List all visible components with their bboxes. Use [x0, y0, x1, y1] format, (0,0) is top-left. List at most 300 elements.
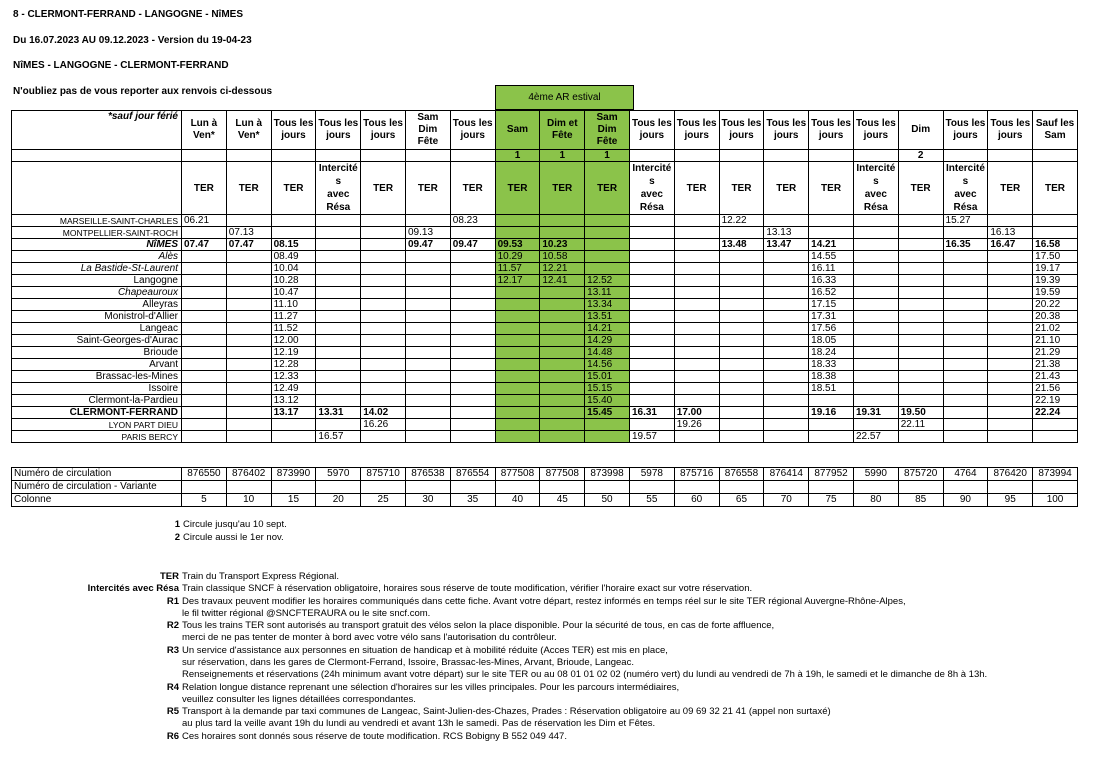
departure-time: 14.29: [585, 335, 630, 347]
departure-time: [988, 359, 1033, 371]
departure-time: [764, 335, 809, 347]
departure-time: [629, 419, 674, 431]
column-days: Tous les jours: [764, 111, 809, 150]
departure-time: 15.40: [585, 395, 630, 407]
column-days: Lun à Ven*: [226, 111, 271, 150]
footer-value: 55: [629, 494, 674, 507]
departure-time: [271, 227, 316, 239]
departure-time: [226, 311, 271, 323]
departure-time: [943, 251, 988, 263]
column-note: [809, 150, 854, 162]
departure-time: [988, 395, 1033, 407]
departure-time: [853, 275, 898, 287]
column-note: [719, 150, 764, 162]
departure-time: [943, 383, 988, 395]
legend-text: sur réservation, dans les gares de Clermont-Ferrand, Issoire, Brassac-les-Mines, Arvant, Brioude, Langeac.: [182, 656, 634, 668]
departure-time: [719, 371, 764, 383]
departure-time: [764, 299, 809, 311]
departure-time: [898, 335, 943, 347]
departure-time: 22.19: [1033, 395, 1078, 407]
footer-value: [988, 481, 1033, 494]
station-row: [12, 407, 1078, 419]
departure-time: [316, 239, 361, 251]
station-name: LYON PART DIEU: [12, 419, 182, 431]
station-name: Saint-Georges-d'Aurac: [12, 335, 182, 347]
departure-time: 16.47: [988, 239, 1033, 251]
column-note: [182, 150, 227, 162]
departure-time: 12.00: [271, 335, 316, 347]
departure-time: [898, 371, 943, 383]
legend-entry: [166, 681, 680, 706]
departure-time: [182, 395, 227, 407]
departure-time: [988, 299, 1033, 311]
legend-entry: [87, 583, 753, 595]
column-days: Tous les jours: [361, 111, 406, 150]
notes-row: [12, 150, 1078, 162]
column-note: [674, 150, 719, 162]
station-row: [12, 227, 1078, 239]
station-row: [12, 431, 1078, 443]
departure-time: [316, 275, 361, 287]
column-note: [853, 150, 898, 162]
departure-time: 19.39: [1033, 275, 1078, 287]
departure-time: 12.21: [540, 263, 585, 275]
departure-time: [361, 347, 406, 359]
departure-time: [361, 299, 406, 311]
column-note: [764, 150, 809, 162]
departure-time: [853, 347, 898, 359]
departure-time: 13.51: [585, 311, 630, 323]
departure-time: 16.11: [809, 263, 854, 275]
column-note: 2: [898, 150, 943, 162]
departure-time: [898, 227, 943, 239]
train-type: TER: [361, 162, 406, 215]
column-days: Dim et Fête: [540, 111, 585, 150]
train-numbers-table: [11, 467, 1078, 507]
footer-value: 35: [450, 494, 495, 507]
departure-time: 13.11: [585, 287, 630, 299]
departure-time: 15.15: [585, 383, 630, 395]
legend-text: Renseignements et réservations (24h minimum avant votre départ) sur le site TER ou au 08 01 01 02 02 (numéro vert) du lundi au vendredi de 7h à 19h, le samedi et le dimanche de 8h à 13h.: [182, 668, 988, 680]
column-days: Tous les jours: [853, 111, 898, 150]
departure-time: [1033, 419, 1078, 431]
departure-time: [674, 359, 719, 371]
column-days: Tous les jours: [450, 111, 495, 150]
departure-time: [540, 287, 585, 299]
footer-value: [405, 481, 450, 494]
legend-key: R6: [166, 730, 179, 742]
departure-time: [405, 311, 450, 323]
departure-time: [405, 323, 450, 335]
departure-time: [898, 383, 943, 395]
footer-value: 5990: [853, 468, 898, 481]
departure-time: 15.01: [585, 371, 630, 383]
departure-time: 21.02: [1033, 323, 1078, 335]
departure-time: [540, 431, 585, 443]
departure-time: [943, 347, 988, 359]
footer-value: 875710: [361, 468, 406, 481]
column-days: Tous les jours: [809, 111, 854, 150]
footer-value: [674, 481, 719, 494]
departure-time: [495, 215, 540, 227]
footer-value: 876420: [988, 468, 1033, 481]
station-name: Langeac: [12, 323, 182, 335]
departure-time: 21.43: [1033, 371, 1078, 383]
departure-time: [853, 311, 898, 323]
departure-time: 12.19: [271, 347, 316, 359]
departure-time: [853, 287, 898, 299]
note-2: 2 Circule aussi le 1er nov.: [174, 532, 284, 543]
train-type: TER: [495, 162, 540, 215]
train-type: TER: [898, 162, 943, 215]
departure-time: [853, 251, 898, 263]
column-note: 1: [585, 150, 630, 162]
departure-time: [540, 359, 585, 371]
footer-value: [629, 481, 674, 494]
departure-time: [540, 419, 585, 431]
departure-time: [853, 323, 898, 335]
train-type: TER: [988, 162, 1033, 215]
footer-value: 5970: [316, 468, 361, 481]
departure-time: 09.13: [405, 227, 450, 239]
departure-time: 16.57: [316, 431, 361, 443]
column-note: [271, 150, 316, 162]
departure-time: 16.13: [988, 227, 1033, 239]
footer-value: [853, 481, 898, 494]
departure-time: [988, 431, 1033, 443]
departure-time: [182, 335, 227, 347]
departure-time: [316, 227, 361, 239]
departure-time: [629, 335, 674, 347]
departure-time: 19.50: [898, 407, 943, 419]
footer-value: 45: [540, 494, 585, 507]
departure-time: [988, 335, 1033, 347]
departure-time: [629, 371, 674, 383]
note-1: 1 Circule jusqu'au 10 sept.: [174, 519, 287, 530]
departure-time: [316, 287, 361, 299]
footer-value: [1033, 481, 1078, 494]
departure-time: [809, 431, 854, 443]
departure-time: [719, 227, 764, 239]
departure-time: 19.26: [674, 419, 719, 431]
station-row: [12, 347, 1078, 359]
train-type: TER: [226, 162, 271, 215]
departure-time: [361, 359, 406, 371]
departure-time: [943, 407, 988, 419]
departure-time: [540, 371, 585, 383]
column-days: Tous les jours: [674, 111, 719, 150]
departure-time: [943, 371, 988, 383]
station-row: [12, 335, 1078, 347]
column-note: [629, 150, 674, 162]
footer-value: 877508: [495, 468, 540, 481]
departure-time: 18.51: [809, 383, 854, 395]
footer-row-label: Numéro de circulation - Variante: [12, 481, 182, 494]
departure-time: [182, 263, 227, 275]
legend-key: R3: [166, 644, 179, 656]
departure-time: 17.00: [674, 407, 719, 419]
departure-time: [495, 395, 540, 407]
footer-value: 95: [988, 494, 1033, 507]
footer-value: [182, 481, 227, 494]
departure-time: 12.28: [271, 359, 316, 371]
departure-time: [719, 251, 764, 263]
footer-value: 877952: [809, 468, 854, 481]
departure-time: [540, 227, 585, 239]
footer-value: [495, 481, 540, 494]
column-days: Sam: [495, 111, 540, 150]
departure-time: [853, 371, 898, 383]
departure-time: [674, 263, 719, 275]
departure-time: [674, 431, 719, 443]
departure-time: [988, 263, 1033, 275]
departure-time: [898, 311, 943, 323]
departure-time: 11.10: [271, 299, 316, 311]
departure-time: [361, 431, 406, 443]
days-header-row: [12, 111, 1078, 150]
departure-time: [450, 263, 495, 275]
train-type: TER: [809, 162, 854, 215]
departure-time: [405, 287, 450, 299]
departure-time: [226, 407, 271, 419]
departure-time: [809, 395, 854, 407]
departure-time: [943, 431, 988, 443]
departure-time: 09.47: [405, 239, 450, 251]
departure-time: 09.47: [450, 239, 495, 251]
departure-time: [361, 335, 406, 347]
departure-time: [226, 251, 271, 263]
departure-time: [316, 395, 361, 407]
departure-time: [719, 335, 764, 347]
departure-time: [405, 251, 450, 263]
station-name: Alleyras: [12, 299, 182, 311]
station-name: Clermont-la-Pardieu: [12, 395, 182, 407]
departure-time: [540, 407, 585, 419]
departure-time: 16.58: [1033, 239, 1078, 251]
departure-time: [226, 215, 271, 227]
departure-time: [450, 347, 495, 359]
station-row: [12, 371, 1078, 383]
departure-time: [226, 395, 271, 407]
departure-time: [540, 335, 585, 347]
estival-banner: 4ème AR estival: [495, 85, 634, 110]
departure-time: [764, 407, 809, 419]
departure-time: [764, 419, 809, 431]
departure-time: 18.33: [809, 359, 854, 371]
column-note: [316, 150, 361, 162]
footer-row: [12, 494, 1078, 507]
footer-value: 876402: [226, 468, 271, 481]
departure-time: [450, 275, 495, 287]
column-days: Tous les jours: [271, 111, 316, 150]
departure-time: [182, 287, 227, 299]
departure-time: [898, 275, 943, 287]
departure-time: [943, 419, 988, 431]
departure-time: [764, 275, 809, 287]
departure-time: [405, 299, 450, 311]
footer-value: 873994: [1033, 468, 1078, 481]
departure-time: [988, 215, 1033, 227]
departure-time: 17.31: [809, 311, 854, 323]
departure-time: 19.16: [809, 407, 854, 419]
departure-time: [316, 263, 361, 275]
departure-time: [764, 215, 809, 227]
departure-time: [988, 383, 1033, 395]
departure-time: [182, 251, 227, 263]
footer-value: [361, 481, 406, 494]
column-note: [361, 150, 406, 162]
departure-time: [898, 263, 943, 275]
departure-time: [943, 263, 988, 275]
station-row: [12, 419, 1078, 431]
legend-key: R4: [166, 681, 179, 693]
departure-time: [853, 383, 898, 395]
column-note: [943, 150, 988, 162]
footer-value: 50: [585, 494, 630, 507]
legend-entry: [166, 644, 988, 681]
departure-time: [182, 311, 227, 323]
legend-key: Intercités avec Résa: [87, 583, 179, 595]
departure-time: [226, 383, 271, 395]
departure-time: [853, 239, 898, 251]
departure-time: [629, 263, 674, 275]
departure-time: 14.21: [585, 323, 630, 335]
departure-time: 18.24: [809, 347, 854, 359]
station-name: PARIS BERCY: [12, 431, 182, 443]
departure-time: [361, 251, 406, 263]
station-name: MONTPELLIER-SAINT-ROCH: [12, 227, 182, 239]
departure-time: 12.49: [271, 383, 316, 395]
train-type: Intercité s avec Résa: [853, 162, 898, 215]
departure-time: 10.04: [271, 263, 316, 275]
departure-time: [674, 335, 719, 347]
departure-time: [226, 335, 271, 347]
departure-time: [898, 431, 943, 443]
departure-time: [450, 383, 495, 395]
departure-time: [405, 359, 450, 371]
footer-value: 876558: [719, 468, 764, 481]
departure-time: 11.52: [271, 323, 316, 335]
legend-text: le fil twitter régional @SNCFTERAURA ou le site sncf.com.: [182, 607, 431, 619]
departure-time: [182, 227, 227, 239]
legend-text: Ces horaires sont donnés sous réserve de toute modification. RCS Bobigny B 552 049 447.: [182, 730, 567, 742]
departure-time: [853, 395, 898, 407]
departure-time: 10.29: [495, 251, 540, 263]
departure-time: [629, 299, 674, 311]
departure-time: [719, 383, 764, 395]
departure-time: [988, 371, 1033, 383]
footer-value: 10: [226, 494, 271, 507]
departure-time: 13.34: [585, 299, 630, 311]
departure-time: [405, 395, 450, 407]
departure-time: [988, 287, 1033, 299]
departure-time: 14.55: [809, 251, 854, 263]
train-type: TER: [764, 162, 809, 215]
train-type: Intercité s avec Résa: [943, 162, 988, 215]
departure-time: [540, 323, 585, 335]
departure-time: [405, 371, 450, 383]
departure-time: 08.23: [450, 215, 495, 227]
departure-time: [450, 299, 495, 311]
footer-value: 876554: [450, 468, 495, 481]
footer-value: [450, 481, 495, 494]
departure-time: [182, 299, 227, 311]
departure-time: [495, 287, 540, 299]
departure-time: [988, 323, 1033, 335]
departure-time: [853, 215, 898, 227]
departure-time: 08.15: [271, 239, 316, 251]
footer-value: 20: [316, 494, 361, 507]
column-days: Sauf les Sam: [1033, 111, 1078, 150]
departure-time: [719, 395, 764, 407]
departure-time: 18.38: [809, 371, 854, 383]
departure-time: 13.13: [764, 227, 809, 239]
footer-value: 80: [853, 494, 898, 507]
legend-key: R2: [166, 620, 179, 632]
departure-time: 17.56: [809, 323, 854, 335]
departure-time: 15.45: [585, 407, 630, 419]
column-note: [1033, 150, 1078, 162]
departure-time: 21.29: [1033, 347, 1078, 359]
departure-time: [674, 395, 719, 407]
departure-time: [719, 431, 764, 443]
departure-time: [853, 263, 898, 275]
footer-value: 873990: [271, 468, 316, 481]
departure-time: 11.57: [495, 263, 540, 275]
train-type: TER: [719, 162, 764, 215]
departure-time: [719, 347, 764, 359]
departure-time: [719, 299, 764, 311]
footer-value: 30: [405, 494, 450, 507]
departure-time: 14.56: [585, 359, 630, 371]
departure-time: [226, 299, 271, 311]
departure-time: 12.22: [719, 215, 764, 227]
departure-time: [450, 251, 495, 263]
notes-reminder: N'oubliez pas de vous reporter aux renvois ci-dessous: [13, 86, 273, 97]
departure-time: 17.50: [1033, 251, 1078, 263]
departure-time: [316, 311, 361, 323]
footer-value: 4764: [943, 468, 988, 481]
departure-time: [405, 335, 450, 347]
notes-row-label: [12, 150, 182, 162]
departure-time: [1033, 227, 1078, 239]
direction-title: NîMES - LANGOGNE - CLERMONT-FERRAND: [13, 60, 229, 71]
departure-time: [809, 227, 854, 239]
departure-time: [182, 275, 227, 287]
departure-time: [182, 371, 227, 383]
departure-time: [540, 311, 585, 323]
departure-time: [853, 335, 898, 347]
column-days: Tous les jours: [943, 111, 988, 150]
departure-time: [719, 287, 764, 299]
legend-text: veuillez consulter les lignes détaillées correspondantes.: [182, 693, 416, 705]
departure-time: [898, 251, 943, 263]
departure-time: [898, 395, 943, 407]
station-name: CLERMONT-FERRAND: [12, 407, 182, 419]
train-type: TER: [585, 162, 630, 215]
departure-time: [674, 239, 719, 251]
footer-value: 40: [495, 494, 540, 507]
footer-value: [943, 481, 988, 494]
train-type: TER: [674, 162, 719, 215]
departure-time: [943, 323, 988, 335]
departure-time: [271, 419, 316, 431]
departure-time: [182, 347, 227, 359]
departure-time: 10.28: [271, 275, 316, 287]
departure-time: [226, 371, 271, 383]
departure-time: [1033, 215, 1078, 227]
departure-time: [405, 263, 450, 275]
